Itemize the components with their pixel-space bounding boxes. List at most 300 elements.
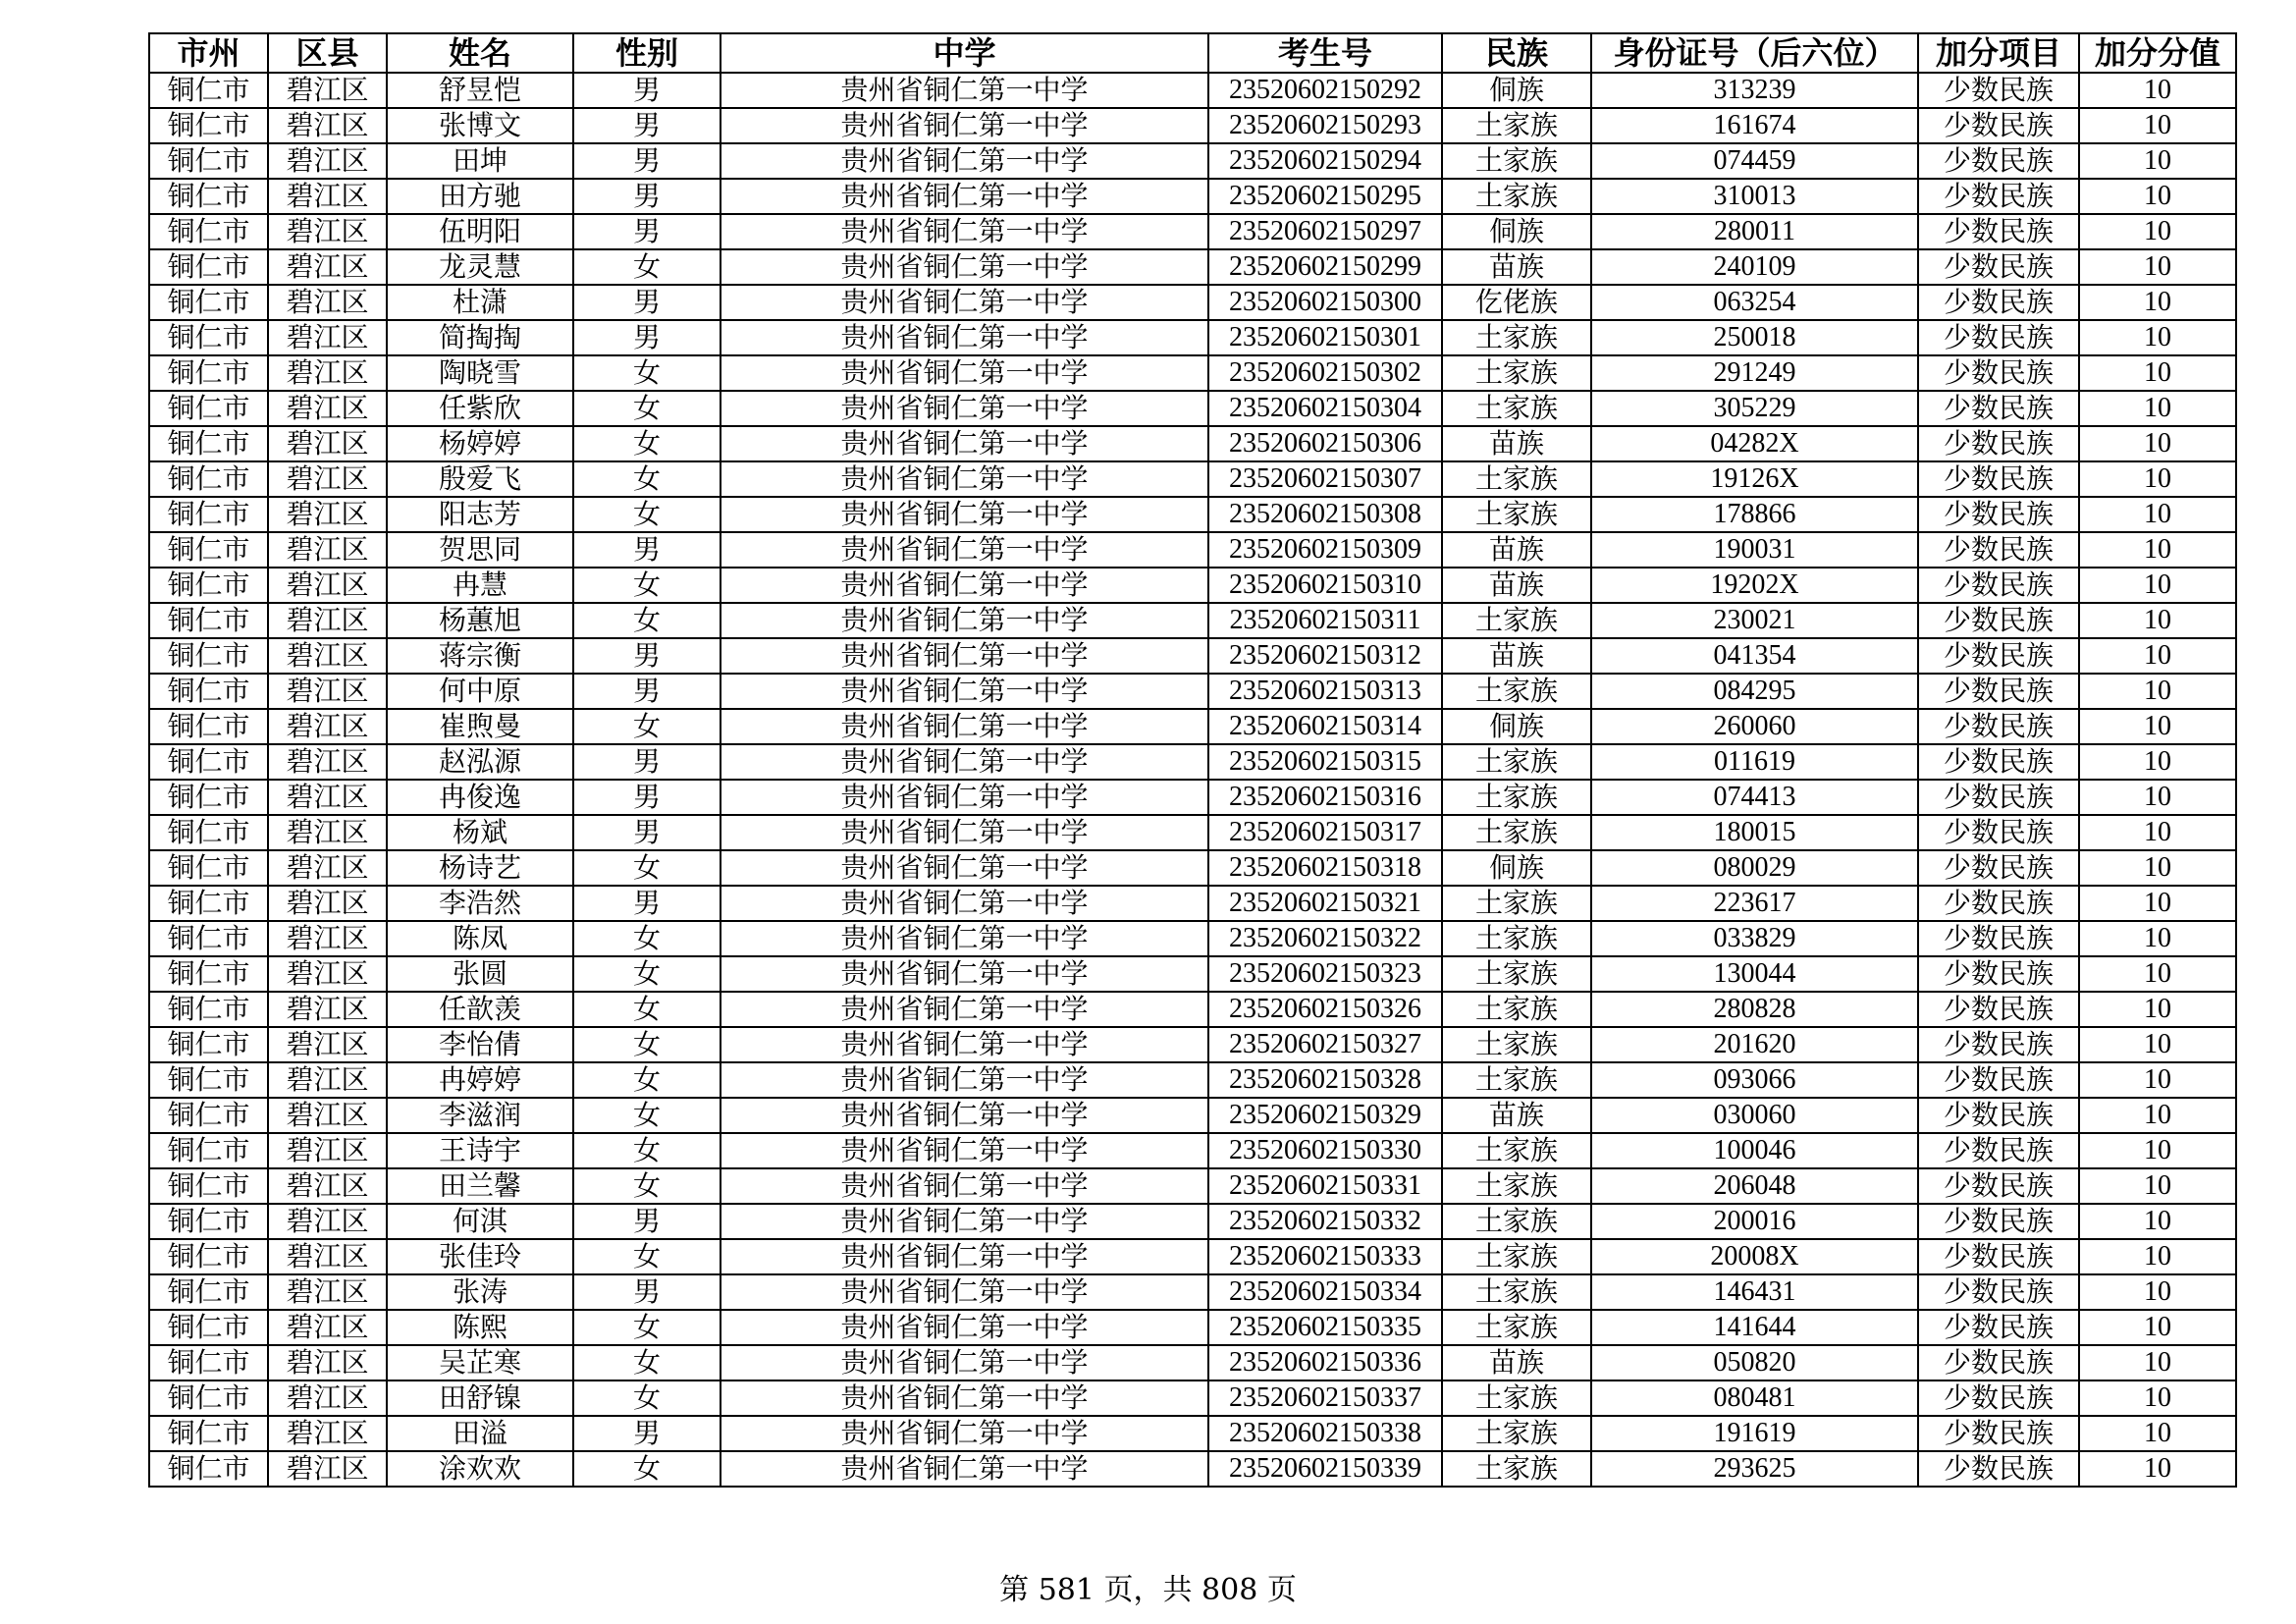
table-row <box>149 744 2236 780</box>
cell-school: 贵州省铜仁第一中学 <box>721 426 1208 461</box>
cell-school: 贵州省铜仁第一中学 <box>721 815 1208 850</box>
header-id-last-six: 身份证号（后六位） <box>1591 33 1918 73</box>
cell-exam-number: 23520602150294 <box>1208 143 1442 179</box>
cell-ethnicity: 土家族 <box>1442 391 1591 426</box>
cell-gender: 男 <box>573 744 721 780</box>
cell-gender: 男 <box>573 1416 721 1451</box>
cell-district: 碧江区 <box>268 921 387 956</box>
cell-city: 铜仁市 <box>149 1380 268 1416</box>
cell-school: 贵州省铜仁第一中学 <box>721 1310 1208 1345</box>
table-row <box>149 391 2236 426</box>
cell-exam-number: 23520602150338 <box>1208 1416 1442 1451</box>
cell-district: 碧江区 <box>268 638 387 674</box>
cell-id-last-six: 291249 <box>1591 355 1918 391</box>
cell-bonus-value: 10 <box>2079 815 2236 850</box>
cell-bonus-item: 少数民族 <box>1918 1416 2079 1451</box>
cell-ethnicity: 苗族 <box>1442 426 1591 461</box>
cell-name: 何中原 <box>387 674 573 709</box>
cell-ethnicity: 仡佬族 <box>1442 285 1591 320</box>
cell-city: 铜仁市 <box>149 1239 268 1274</box>
bonus-points-table <box>148 32 2237 1488</box>
cell-name: 何淇 <box>387 1204 573 1239</box>
table-row <box>149 1133 2236 1168</box>
cell-name: 涂欢欢 <box>387 1451 573 1487</box>
cell-ethnicity: 土家族 <box>1442 1274 1591 1310</box>
header-ethnicity: 民族 <box>1442 33 1591 73</box>
cell-gender: 女 <box>573 1310 721 1345</box>
cell-name: 龙灵慧 <box>387 249 573 285</box>
cell-school: 贵州省铜仁第一中学 <box>721 1274 1208 1310</box>
cell-district: 碧江区 <box>268 73 387 108</box>
table-row <box>149 850 2236 886</box>
cell-city: 铜仁市 <box>149 532 268 568</box>
cell-id-last-six: 230021 <box>1591 603 1918 638</box>
cell-bonus-value: 10 <box>2079 638 2236 674</box>
cell-name: 舒昱恺 <box>387 73 573 108</box>
cell-id-last-six: 063254 <box>1591 285 1918 320</box>
cell-district: 碧江区 <box>268 285 387 320</box>
table-row <box>149 249 2236 285</box>
cell-bonus-value: 10 <box>2079 1451 2236 1487</box>
cell-district: 碧江区 <box>268 709 387 744</box>
table-row <box>149 1168 2236 1204</box>
cell-ethnicity: 土家族 <box>1442 1416 1591 1451</box>
cell-school: 贵州省铜仁第一中学 <box>721 992 1208 1027</box>
cell-bonus-value: 10 <box>2079 1310 2236 1345</box>
cell-city: 铜仁市 <box>149 461 268 497</box>
cell-bonus-value: 10 <box>2079 1168 2236 1204</box>
cell-gender: 女 <box>573 956 721 992</box>
cell-city: 铜仁市 <box>149 992 268 1027</box>
cell-gender: 男 <box>573 674 721 709</box>
cell-gender: 女 <box>573 391 721 426</box>
cell-ethnicity: 苗族 <box>1442 532 1591 568</box>
cell-bonus-item: 少数民族 <box>1918 956 2079 992</box>
cell-gender: 女 <box>573 1027 721 1062</box>
cell-city: 铜仁市 <box>149 143 268 179</box>
cell-gender: 女 <box>573 1380 721 1416</box>
cell-bonus-item: 少数民族 <box>1918 497 2079 532</box>
cell-exam-number: 23520602150337 <box>1208 1380 1442 1416</box>
cell-school: 贵州省铜仁第一中学 <box>721 532 1208 568</box>
cell-city: 铜仁市 <box>149 249 268 285</box>
cell-exam-number: 23520602150321 <box>1208 886 1442 921</box>
cell-city: 铜仁市 <box>149 1133 268 1168</box>
cell-district: 碧江区 <box>268 497 387 532</box>
header-gender: 性别 <box>573 33 721 73</box>
cell-ethnicity: 土家族 <box>1442 780 1591 815</box>
cell-name: 赵泓源 <box>387 744 573 780</box>
cell-district: 碧江区 <box>268 1062 387 1098</box>
cell-exam-number: 23520602150333 <box>1208 1239 1442 1274</box>
cell-ethnicity: 土家族 <box>1442 1204 1591 1239</box>
cell-id-last-six: 080481 <box>1591 1380 1918 1416</box>
cell-exam-number: 23520602150301 <box>1208 320 1442 355</box>
cell-school: 贵州省铜仁第一中学 <box>721 461 1208 497</box>
cell-ethnicity: 土家族 <box>1442 143 1591 179</box>
cell-bonus-value: 10 <box>2079 674 2236 709</box>
cell-city: 铜仁市 <box>149 426 268 461</box>
cell-exam-number: 23520602150316 <box>1208 780 1442 815</box>
cell-school: 贵州省铜仁第一中学 <box>721 1062 1208 1098</box>
cell-bonus-value: 10 <box>2079 355 2236 391</box>
cell-bonus-item: 少数民族 <box>1918 1345 2079 1380</box>
cell-ethnicity: 侗族 <box>1442 709 1591 744</box>
cell-school: 贵州省铜仁第一中学 <box>721 1204 1208 1239</box>
table-row <box>149 285 2236 320</box>
cell-id-last-six: 130044 <box>1591 956 1918 992</box>
table-row <box>149 1274 2236 1310</box>
cell-exam-number: 23520602150307 <box>1208 461 1442 497</box>
table-row <box>149 461 2236 497</box>
cell-name: 蒋宗衡 <box>387 638 573 674</box>
cell-school: 贵州省铜仁第一中学 <box>721 179 1208 214</box>
cell-name: 田溢 <box>387 1416 573 1451</box>
cell-gender: 男 <box>573 638 721 674</box>
cell-ethnicity: 土家族 <box>1442 461 1591 497</box>
cell-bonus-item: 少数民族 <box>1918 179 2079 214</box>
cell-bonus-item: 少数民族 <box>1918 1062 2079 1098</box>
cell-bonus-value: 10 <box>2079 744 2236 780</box>
cell-exam-number: 23520602150332 <box>1208 1204 1442 1239</box>
cell-exam-number: 23520602150322 <box>1208 921 1442 956</box>
cell-bonus-value: 10 <box>2079 992 2236 1027</box>
cell-exam-number: 23520602150326 <box>1208 992 1442 1027</box>
cell-id-last-six: 190031 <box>1591 532 1918 568</box>
cell-school: 贵州省铜仁第一中学 <box>721 1451 1208 1487</box>
cell-city: 铜仁市 <box>149 1062 268 1098</box>
cell-gender: 女 <box>573 568 721 603</box>
cell-gender: 男 <box>573 1274 721 1310</box>
cell-city: 铜仁市 <box>149 815 268 850</box>
cell-ethnicity: 土家族 <box>1442 744 1591 780</box>
header-name: 姓名 <box>387 33 573 73</box>
cell-city: 铜仁市 <box>149 1027 268 1062</box>
cell-district: 碧江区 <box>268 426 387 461</box>
cell-ethnicity: 苗族 <box>1442 568 1591 603</box>
cell-school: 贵州省铜仁第一中学 <box>721 108 1208 143</box>
cell-gender: 男 <box>573 143 721 179</box>
cell-district: 碧江区 <box>268 214 387 249</box>
cell-gender: 女 <box>573 1345 721 1380</box>
cell-bonus-item: 少数民族 <box>1918 603 2079 638</box>
cell-city: 铜仁市 <box>149 285 268 320</box>
cell-exam-number: 23520602150310 <box>1208 568 1442 603</box>
cell-bonus-item: 少数民族 <box>1918 108 2079 143</box>
cell-bonus-value: 10 <box>2079 1062 2236 1098</box>
cell-district: 碧江区 <box>268 1027 387 1062</box>
cell-bonus-value: 10 <box>2079 956 2236 992</box>
cell-school: 贵州省铜仁第一中学 <box>721 355 1208 391</box>
cell-district: 碧江区 <box>268 1239 387 1274</box>
cell-exam-number: 23520602150328 <box>1208 1062 1442 1098</box>
cell-city: 铜仁市 <box>149 73 268 108</box>
cell-gender: 男 <box>573 886 721 921</box>
cell-district: 碧江区 <box>268 461 387 497</box>
cell-bonus-item: 少数民族 <box>1918 426 2079 461</box>
table-row <box>149 1062 2236 1098</box>
cell-gender: 女 <box>573 603 721 638</box>
cell-bonus-value: 10 <box>2079 497 2236 532</box>
cell-city: 铜仁市 <box>149 179 268 214</box>
cell-name: 冉慧 <box>387 568 573 603</box>
cell-name: 崔煦曼 <box>387 709 573 744</box>
cell-district: 碧江区 <box>268 532 387 568</box>
cell-district: 碧江区 <box>268 249 387 285</box>
cell-district: 碧江区 <box>268 1380 387 1416</box>
cell-id-last-six: 050820 <box>1591 1345 1918 1380</box>
cell-gender: 女 <box>573 426 721 461</box>
cell-gender: 女 <box>573 921 721 956</box>
cell-ethnicity: 土家族 <box>1442 1133 1591 1168</box>
cell-bonus-value: 10 <box>2079 1345 2236 1380</box>
cell-exam-number: 23520602150297 <box>1208 214 1442 249</box>
cell-gender: 女 <box>573 497 721 532</box>
cell-bonus-value: 10 <box>2079 179 2236 214</box>
cell-school: 贵州省铜仁第一中学 <box>721 744 1208 780</box>
cell-school: 贵州省铜仁第一中学 <box>721 1345 1208 1380</box>
cell-bonus-item: 少数民族 <box>1918 921 2079 956</box>
cell-gender: 男 <box>573 532 721 568</box>
cell-school: 贵州省铜仁第一中学 <box>721 1239 1208 1274</box>
cell-id-last-six: 223617 <box>1591 886 1918 921</box>
cell-name: 冉俊逸 <box>387 780 573 815</box>
table-row <box>149 179 2236 214</box>
cell-bonus-value: 10 <box>2079 285 2236 320</box>
cell-city: 铜仁市 <box>149 956 268 992</box>
cell-exam-number: 23520602150312 <box>1208 638 1442 674</box>
cell-district: 碧江区 <box>268 744 387 780</box>
cell-district: 碧江区 <box>268 1098 387 1133</box>
cell-exam-number: 23520602150299 <box>1208 249 1442 285</box>
table-row <box>149 709 2236 744</box>
cell-city: 铜仁市 <box>149 886 268 921</box>
cell-district: 碧江区 <box>268 1451 387 1487</box>
cell-bonus-item: 少数民族 <box>1918 568 2079 603</box>
table-row <box>149 214 2236 249</box>
cell-id-last-six: 200016 <box>1591 1204 1918 1239</box>
cell-exam-number: 23520602150323 <box>1208 956 1442 992</box>
cell-school: 贵州省铜仁第一中学 <box>721 320 1208 355</box>
cell-exam-number: 23520602150318 <box>1208 850 1442 886</box>
cell-bonus-item: 少数民族 <box>1918 532 2079 568</box>
cell-id-last-six: 04282X <box>1591 426 1918 461</box>
cell-city: 铜仁市 <box>149 391 268 426</box>
table-body <box>149 73 2236 1487</box>
cell-district: 碧江区 <box>268 603 387 638</box>
cell-city: 铜仁市 <box>149 320 268 355</box>
cell-city: 铜仁市 <box>149 497 268 532</box>
cell-name: 杨斌 <box>387 815 573 850</box>
cell-school: 贵州省铜仁第一中学 <box>721 143 1208 179</box>
cell-name: 杨诗艺 <box>387 850 573 886</box>
cell-ethnicity: 土家族 <box>1442 1168 1591 1204</box>
cell-id-last-six: 191619 <box>1591 1416 1918 1451</box>
cell-school: 贵州省铜仁第一中学 <box>721 921 1208 956</box>
cell-exam-number: 23520602150330 <box>1208 1133 1442 1168</box>
cell-bonus-value: 10 <box>2079 108 2236 143</box>
cell-school: 贵州省铜仁第一中学 <box>721 1027 1208 1062</box>
cell-district: 碧江区 <box>268 108 387 143</box>
table-row <box>149 568 2236 603</box>
cell-ethnicity: 土家族 <box>1442 815 1591 850</box>
cell-city: 铜仁市 <box>149 214 268 249</box>
cell-bonus-item: 少数民族 <box>1918 674 2079 709</box>
cell-bonus-value: 10 <box>2079 1133 2236 1168</box>
table-row <box>149 886 2236 921</box>
cell-bonus-value: 10 <box>2079 921 2236 956</box>
cell-bonus-value: 10 <box>2079 780 2236 815</box>
cell-exam-number: 23520602150339 <box>1208 1451 1442 1487</box>
cell-city: 铜仁市 <box>149 1274 268 1310</box>
table-row <box>149 1380 2236 1416</box>
cell-name: 张涛 <box>387 1274 573 1310</box>
cell-gender: 女 <box>573 461 721 497</box>
cell-exam-number: 23520602150292 <box>1208 73 1442 108</box>
cell-gender: 女 <box>573 355 721 391</box>
cell-bonus-item: 少数民族 <box>1918 1451 2079 1487</box>
cell-name: 田坤 <box>387 143 573 179</box>
cell-bonus-value: 10 <box>2079 426 2236 461</box>
cell-bonus-item: 少数民族 <box>1918 709 2079 744</box>
cell-ethnicity: 土家族 <box>1442 179 1591 214</box>
cell-name: 张圆 <box>387 956 573 992</box>
header-city: 市州 <box>149 33 268 73</box>
cell-school: 贵州省铜仁第一中学 <box>721 497 1208 532</box>
cell-name: 李浩然 <box>387 886 573 921</box>
cell-name: 张佳玲 <box>387 1239 573 1274</box>
cell-bonus-item: 少数民族 <box>1918 1098 2079 1133</box>
cell-exam-number: 23520602150329 <box>1208 1098 1442 1133</box>
cell-exam-number: 23520602150308 <box>1208 497 1442 532</box>
cell-district: 碧江区 <box>268 1345 387 1380</box>
cell-ethnicity: 苗族 <box>1442 1345 1591 1380</box>
table-row <box>149 1098 2236 1133</box>
cell-id-last-six: 20008X <box>1591 1239 1918 1274</box>
cell-bonus-item: 少数民族 <box>1918 1380 2079 1416</box>
cell-district: 碧江区 <box>268 1310 387 1345</box>
cell-school: 贵州省铜仁第一中学 <box>721 568 1208 603</box>
cell-bonus-item: 少数民族 <box>1918 850 2079 886</box>
cell-name: 任歆羡 <box>387 992 573 1027</box>
cell-district: 碧江区 <box>268 956 387 992</box>
cell-id-last-six: 084295 <box>1591 674 1918 709</box>
cell-name: 田兰馨 <box>387 1168 573 1204</box>
cell-bonus-value: 10 <box>2079 320 2236 355</box>
cell-name: 杜潇 <box>387 285 573 320</box>
cell-exam-number: 23520602150314 <box>1208 709 1442 744</box>
cell-name: 陈熙 <box>387 1310 573 1345</box>
cell-id-last-six: 19126X <box>1591 461 1918 497</box>
cell-bonus-value: 10 <box>2079 1239 2236 1274</box>
cell-gender: 男 <box>573 815 721 850</box>
cell-gender: 女 <box>573 1133 721 1168</box>
cell-gender: 男 <box>573 285 721 320</box>
cell-gender: 女 <box>573 850 721 886</box>
cell-name: 伍明阳 <box>387 214 573 249</box>
cell-name: 杨蕙旭 <box>387 603 573 638</box>
cell-gender: 男 <box>573 1204 721 1239</box>
cell-exam-number: 23520602150295 <box>1208 179 1442 214</box>
cell-gender: 男 <box>573 320 721 355</box>
cell-ethnicity: 土家族 <box>1442 1239 1591 1274</box>
cell-name: 简掏掏 <box>387 320 573 355</box>
table-row <box>149 532 2236 568</box>
cell-ethnicity: 土家族 <box>1442 603 1591 638</box>
cell-exam-number: 23520602150302 <box>1208 355 1442 391</box>
cell-bonus-value: 10 <box>2079 1274 2236 1310</box>
cell-bonus-value: 10 <box>2079 461 2236 497</box>
cell-city: 铜仁市 <box>149 1345 268 1380</box>
cell-bonus-value: 10 <box>2079 1027 2236 1062</box>
table-row <box>149 108 2236 143</box>
cell-exam-number: 23520602150306 <box>1208 426 1442 461</box>
cell-id-last-six: 033829 <box>1591 921 1918 956</box>
cell-gender: 男 <box>573 73 721 108</box>
cell-ethnicity: 土家族 <box>1442 1451 1591 1487</box>
cell-bonus-value: 10 <box>2079 143 2236 179</box>
cell-school: 贵州省铜仁第一中学 <box>721 214 1208 249</box>
cell-ethnicity: 侗族 <box>1442 850 1591 886</box>
header-bonus-item: 加分项目 <box>1918 33 2079 73</box>
table-row <box>149 638 2236 674</box>
cell-gender: 女 <box>573 992 721 1027</box>
table-row <box>149 780 2236 815</box>
cell-ethnicity: 土家族 <box>1442 1310 1591 1345</box>
cell-city: 铜仁市 <box>149 1416 268 1451</box>
cell-name: 吴芷寒 <box>387 1345 573 1380</box>
cell-district: 碧江区 <box>268 179 387 214</box>
header-district: 区县 <box>268 33 387 73</box>
cell-bonus-value: 10 <box>2079 1204 2236 1239</box>
cell-exam-number: 23520602150315 <box>1208 744 1442 780</box>
cell-district: 碧江区 <box>268 568 387 603</box>
cell-bonus-item: 少数民族 <box>1918 143 2079 179</box>
cell-district: 碧江区 <box>268 674 387 709</box>
cell-ethnicity: 土家族 <box>1442 108 1591 143</box>
cell-id-last-six: 313239 <box>1591 73 1918 108</box>
cell-bonus-value: 10 <box>2079 1380 2236 1416</box>
table-row <box>149 320 2236 355</box>
cell-name: 田舒镍 <box>387 1380 573 1416</box>
cell-school: 贵州省铜仁第一中学 <box>721 285 1208 320</box>
table-row <box>149 355 2236 391</box>
table-row <box>149 815 2236 850</box>
cell-bonus-value: 10 <box>2079 73 2236 108</box>
cell-id-last-six: 093066 <box>1591 1062 1918 1098</box>
cell-gender: 女 <box>573 1451 721 1487</box>
table-row <box>149 1310 2236 1345</box>
cell-school: 贵州省铜仁第一中学 <box>721 780 1208 815</box>
cell-ethnicity: 土家族 <box>1442 921 1591 956</box>
cell-id-last-six: 146431 <box>1591 1274 1918 1310</box>
cell-id-last-six: 280828 <box>1591 992 1918 1027</box>
cell-id-last-six: 201620 <box>1591 1027 1918 1062</box>
cell-bonus-item: 少数民族 <box>1918 744 2079 780</box>
cell-bonus-value: 10 <box>2079 568 2236 603</box>
cell-district: 碧江区 <box>268 1274 387 1310</box>
cell-gender: 男 <box>573 108 721 143</box>
cell-ethnicity: 苗族 <box>1442 638 1591 674</box>
cell-gender: 男 <box>573 179 721 214</box>
cell-bonus-value: 10 <box>2079 1098 2236 1133</box>
cell-ethnicity: 土家族 <box>1442 674 1591 709</box>
cell-name: 王诗宇 <box>387 1133 573 1168</box>
cell-bonus-item: 少数民族 <box>1918 285 2079 320</box>
cell-school: 贵州省铜仁第一中学 <box>721 638 1208 674</box>
cell-school: 贵州省铜仁第一中学 <box>721 1133 1208 1168</box>
cell-city: 铜仁市 <box>149 1451 268 1487</box>
